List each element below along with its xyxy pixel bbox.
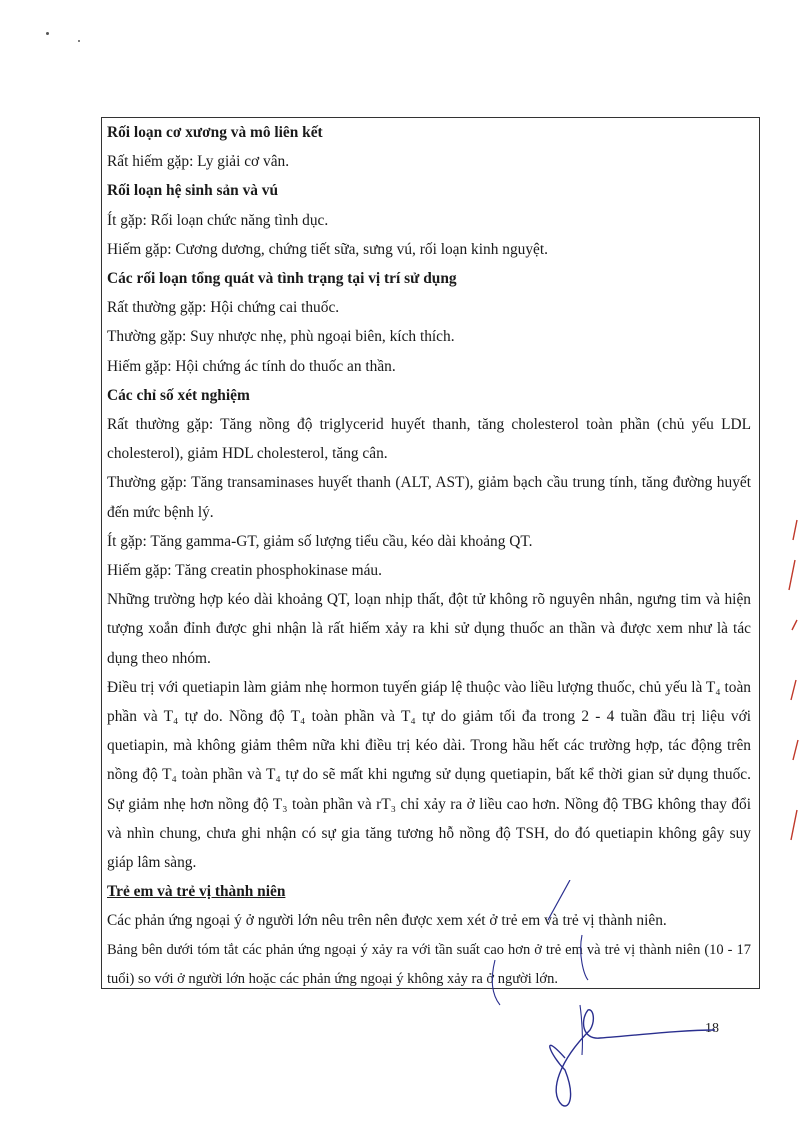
section-heading-reproductive: Rối loạn hệ sinh sản và vú (107, 182, 279, 200)
paragraph: Rất hiếm gặp: Ly giải cơ vân. (107, 153, 290, 171)
paragraph: Rất thường gặp: Tăng nồng độ triglycerid huyết thanh, tăng cholesterol toàn phần (chủ yếu LDL cholesterol), giảm HDL cholesterol, tăng cân. (107, 416, 751, 463)
paragraph: Những trường hợp kéo dài khoảng QT, loạn nhịp thất, đột tử không rõ nguyên nhân, ngưng tim và hiện tượng xoắn đỉnh được ghi nhận là rất hiếm xảy ra khi sử dụng thuốc an thần và được xem như là tác dụng theo nhóm. (107, 591, 751, 667)
paragraph-thyroid: Điều trị với quetiapin làm giảm nhẹ hormon tuyến giáp lệ thuộc vào liều lượng thuốc, chủ yếu là T₄ toàn phần và T₄ tự do. Nồng độ T₄ toàn phần và T₄ tự do giảm tối đa trong 2 - 4 tuần đầu trị liệu với quetiapin, mà không giảm thêm nữa khi điều trị kéo dài. Trong hầu hết các trường hợp, tác động trên nồng độ T₄ toàn phần và T₄ tự do sẽ mất khi ngưng sử dụng quetiapin, bất kể thời gian sử dụng thuốc. Sự giảm nhẹ hơn nồng độ T₃ toàn phần và rT₃ chỉ xảy ra ở liều cao hơn. Nồng độ TBG không thay đổi và nhìn chung, chưa ghi nhận có sự gia tăng tương hỗ nồng độ TSH, do đó quetiapin không gây suy giáp lâm sàng. (107, 678, 751, 872)
page-number: 18 (705, 1021, 719, 1036)
scan-speck (78, 40, 80, 42)
paragraph: Hiếm gặp: Hội chứng ác tính do thuốc an thần. (107, 357, 396, 375)
paragraph: Bảng bên dưới tóm tắt các phản ứng ngoại ý xảy ra với tần suất cao hơn ở trẻ em và trẻ vị thành niên (10 - 17 tuổi) so với ở người lớn hoặc các phản ứng ngoại ý không xảy ra ở người lớn. (107, 941, 751, 987)
paragraph: Các phản ứng ngoại ý ở người lớn nêu trên nên được xem xét ở trẻ em và trẻ vị thành niên. (107, 912, 667, 930)
section-heading-musculoskeletal: Rối loạn cơ xương và mô liên kết (107, 124, 323, 141)
edge-stamp-fragment (783, 480, 799, 900)
section-heading-children-adolescents: Trẻ em và trẻ vị thành niên (107, 883, 286, 901)
handwritten-signature (470, 880, 740, 1110)
paragraph: Ít gặp: Rối loạn chức năng tình dục. (107, 211, 329, 229)
paragraph: Thường gặp: Tăng transaminases huyết thanh (ALT, AST), giảm bạch cầu trung tính, tăng đường huyết đến mức bệnh lý. (107, 474, 751, 521)
section-heading-general-disorders: Các rối loạn tổng quát và tình trạng tại vị trí sử dụng (107, 270, 457, 288)
scan-speck (46, 32, 49, 35)
paragraph: Thường gặp: Suy nhược nhẹ, phù ngoại biên, kích thích. (107, 328, 455, 346)
section-heading-lab-indices: Các chỉ số xét nghiệm (107, 386, 250, 404)
paragraph: Rất thường gặp: Hội chứng cai thuốc. (107, 299, 340, 317)
document-body (107, 118, 751, 994)
paragraph: Hiếm gặp: Cương dương, chứng tiết sữa, sưng vú, rối loạn kinh nguyệt. (107, 240, 548, 258)
paragraph: Ít gặp: Tăng gamma-GT, giảm số lượng tiểu cầu, kéo dài khoảng QT. (107, 532, 533, 550)
paragraph: Hiếm gặp: Tăng creatin phosphokinase máu. (107, 562, 382, 580)
